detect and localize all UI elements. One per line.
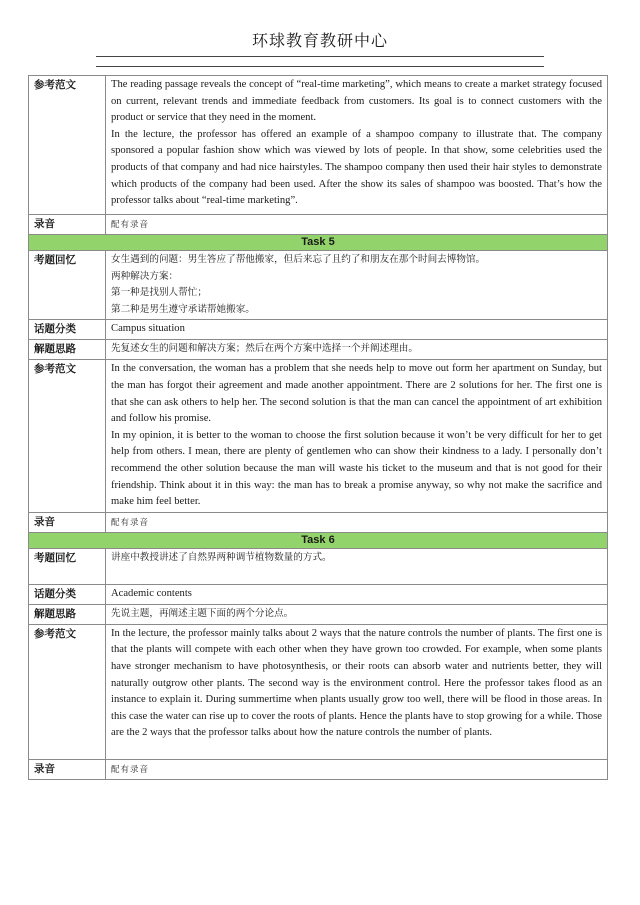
table-row <box>29 604 608 624</box>
task-header-row <box>29 235 608 251</box>
table-row <box>29 584 608 604</box>
paragraph: The reading passage reveals the concept of “real-time marketing”, which means to create a market strategy focused on current, relevant trends and immediate feedback from customers. Its goal is to connect customers with the product or service that they need in the moment. <box>111 79 602 124</box>
table-row <box>29 759 608 779</box>
row-label: 录音 <box>29 215 106 235</box>
paragraph: In the lecture, the professor has offered an example of a shampoo company to illustrate that. The company sponsored a popular fashion show which was viewed by lots of people. In that show, some celebrities used the products of that company and had nice hairstyles. The shampoo company then used their hair styles to demonstrate which products of the company had been used. After the show its sales of shampoo was boosted. That’s how the professor talks about “real-time marketing”. <box>111 128 602 207</box>
paragraph: In the lecture, the professor mainly talks about 2 ways that the nature controls the number of plants. The first one is that the plants will compete with each other when they have grown too crowded. For example, when some plants have stronger mechanism to have photosynthesis, or their roots can absorb water and nutrients better, they will naturally outgrow other plants. The second way is the environment control. Here the professor takes flood as an instance to explain it. During summertime when plants usually grow too well, there will be flood in those areas. In this case the water can rise up to cover the roots of plants. Hence the plants have to stop growing for a while. Those are the 2 ways that the professor talks about how the nature controls the number of plants. <box>111 627 602 739</box>
audio-note: 配有录音 <box>106 512 608 532</box>
audio-note: 配有录音 <box>106 215 608 235</box>
paragraph: In the conversation, the woman has a problem that she needs help to move out form her apartment on Sunday, but the man has forgot their agreement and made another appointment. There are 2 solutions for her. The first one is that she can ask others to help her. The second solution is that the man can cancel the appointment of art exhibition and follow his promise. <box>111 363 602 425</box>
table-row <box>29 76 608 215</box>
table-row <box>29 624 608 759</box>
task-header: Task 6 <box>29 532 608 548</box>
question-recall-cell: 讲座中教授讲述了自然界两种调节植物数量的方式。 <box>106 548 608 584</box>
line: 第一种是找别人帮忙； <box>111 287 207 299</box>
line: 女生遇到的问题：男生答应了帮他搬家，但后来忘了且约了和朋友在那个时间去博物馆。 <box>111 254 486 265</box>
row-label: 录音 <box>29 512 106 532</box>
topic-category: Academic contents <box>106 584 608 604</box>
task-header: Task 5 <box>29 235 608 251</box>
row-label: 考题回忆 <box>29 548 106 584</box>
row-label: 参考范文 <box>29 360 106 512</box>
table-row <box>29 340 608 360</box>
row-label: 解题思路 <box>29 604 106 624</box>
row-label: 话题分类 <box>29 320 106 340</box>
approach-text: 先复述女生的问题和解决方案；然后在两个方案中选择一个并阐述理由。 <box>106 340 608 360</box>
audio-note: 配有录音 <box>106 759 608 779</box>
topic-category: Campus situation <box>106 320 608 340</box>
task-header-row <box>29 532 608 548</box>
table-row <box>29 512 608 532</box>
line: 第二种是男生遵守承诺帮她搬家。 <box>111 303 255 315</box>
row-label: 解题思路 <box>29 340 106 360</box>
row-label: 参考范文 <box>29 624 106 759</box>
header-divider-bottom <box>96 66 544 67</box>
sample-answer-cell <box>106 76 608 215</box>
tasks-table <box>28 75 608 780</box>
table-row <box>29 360 608 512</box>
header-divider-top <box>96 56 544 57</box>
table-row <box>29 548 608 584</box>
table-row <box>29 320 608 340</box>
paragraph: In my opinion, it is better to the woman to choose the first solution because it won’t be very difficult for her to get help from others. I mean, there are plenty of gentlemen who can show their kindness to a lady. I personally don’t recommend the other solution because the man will waste his ticket to the museum and that is not good for their friendship. Think about it in this way: the man has to break a promise anyway, so why not make the sacrifice and make him feel better. <box>111 429 602 508</box>
row-label: 话题分类 <box>29 584 106 604</box>
sample-answer-cell <box>106 360 608 512</box>
table-row <box>29 215 608 235</box>
line: 两种解决方案： <box>111 270 179 282</box>
sample-answer-cell <box>106 624 608 759</box>
row-label: 参考范文 <box>29 76 106 215</box>
table-row <box>29 251 608 320</box>
approach-text: 先说主题，再阐述主题下面的两个分论点。 <box>106 604 608 624</box>
question-recall-cell <box>106 251 608 320</box>
page-header-title: 环球教育教研中心 <box>251 31 388 50</box>
row-label: 录音 <box>29 759 106 779</box>
row-label: 考题回忆 <box>29 251 106 320</box>
